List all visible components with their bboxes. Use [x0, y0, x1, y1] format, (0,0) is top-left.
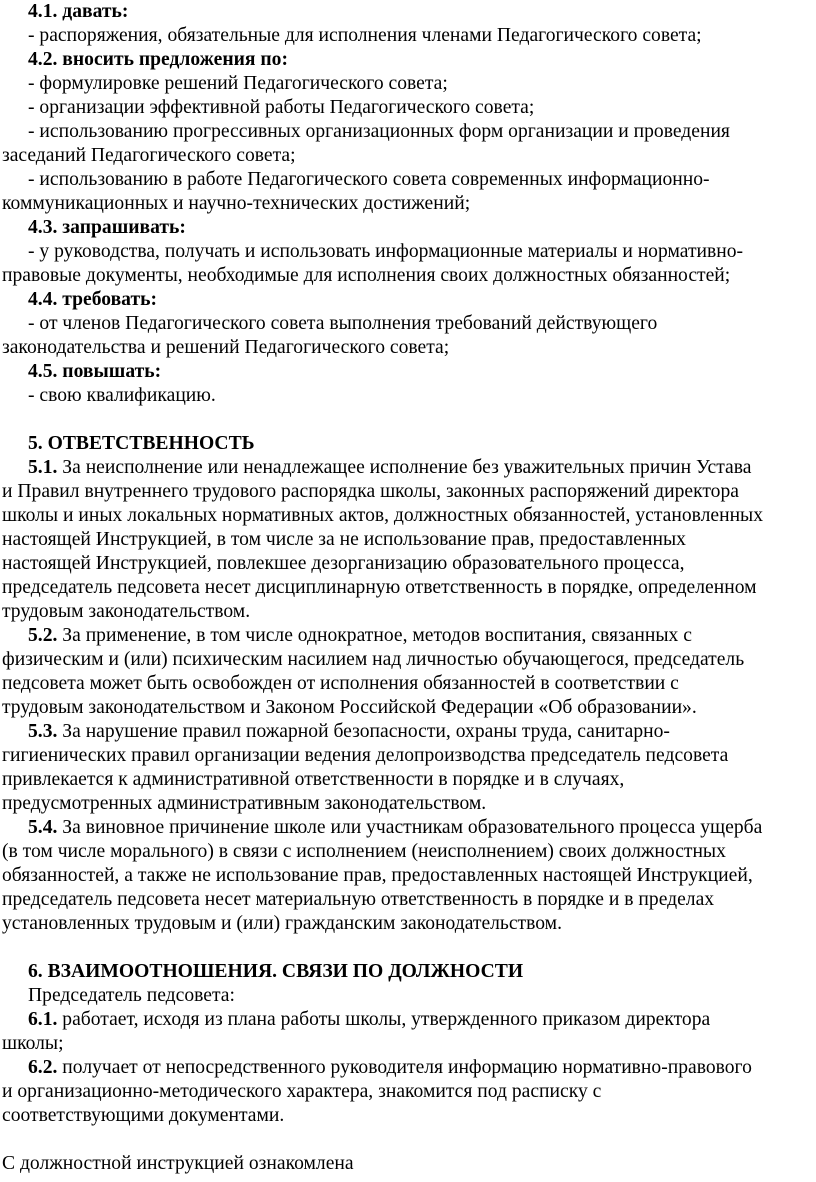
text-line: физическим и (или) психическим насилием над личностью обучающегося, председатель [2, 649, 745, 670]
text-line: - использованию в работе Педагогического совета современных информационно- [28, 169, 710, 190]
text-line: обязанностей, а также не использование прав, предоставленных настоящей Инструкцией, [2, 865, 753, 886]
text-line: законодательства и решений Педагогического совета; [2, 337, 450, 358]
text-line: трудовым законодательством. [2, 601, 251, 622]
paragraph-5-3: 5.3. За нарушение правил пожарной безопасности, охраны труда, санитарно- [28, 721, 670, 742]
text-line: коммуникационных и научно-технических достижений; [2, 193, 471, 214]
paragraph-5-1: 5.1. За неисполнение или ненадлежащее исполнение без уважительных причин Устава [28, 457, 752, 478]
text-line: - от членов Педагогического совета выполнения требований действующего [28, 313, 658, 334]
section-5-title: 5. ОТВЕТСТВЕННОСТЬ [28, 433, 255, 454]
text-line: (в том числе морального) в связи с исполнением (неисполнением) своих должностных [2, 841, 726, 862]
paragraph-5-4: 5.4. За виновное причинение школе или участникам образовательного процесса ущерба [28, 817, 763, 838]
text-line: - использованию прогрессивных организационных форм организации и проведения [28, 121, 730, 142]
text-line: - организации эффективной работы Педагогического совета; [28, 97, 535, 118]
section-6-intro: Председатель педсовета: [28, 985, 235, 1006]
text-line: школы; [2, 1033, 64, 1054]
text-line: - формулировке решений Педагогического совета; [28, 73, 448, 94]
text-line: предусмотренных административным законодательством. [2, 793, 487, 814]
heading-4-1: 4.1. давать: [28, 1, 129, 22]
heading-4-4: 4.4. требовать: [28, 289, 157, 310]
text-line: - у руководства, получать и использовать информационные материалы и нормативно- [28, 241, 744, 262]
text-line: настоящей Инструкцией, повлекшее дезорганизацию образовательного процесса, [2, 553, 685, 574]
text-line: заседаний Педагогического совета; [2, 145, 296, 166]
section-6-title: 6. ВЗАИМООТНОШЕНИЯ. СВЯЗИ ПО ДОЛЖНОСТИ [28, 961, 524, 982]
paragraph-5-2: 5.2. За применение, в том числе однократное, методов воспитания, связанных с [28, 625, 692, 646]
paragraph-6-1: 6.1. работает, исходя из плана работы школы, утвержденного приказом директора [28, 1009, 711, 1030]
text-line: и организационно-методического характера, знакомится под расписку с [2, 1081, 602, 1102]
text-line: гигиенических правил организации ведения делопроизводства председатель педсовета [2, 745, 729, 766]
heading-4-2: 4.2. вносить предложения по: [28, 49, 289, 70]
text-line: привлекается к административной ответственности в порядке и в случаях, [2, 769, 625, 790]
heading-4-5: 4.5. повышать: [28, 361, 162, 382]
text-line: и Правил внутреннего трудового распорядка школы, законных распоряжений директора [2, 481, 739, 502]
text-line: установленных трудовым и (или) гражданским законодательством. [2, 913, 562, 934]
text-line: - свою квалификацию. [28, 385, 216, 406]
heading-4-3: 4.3. запрашивать: [28, 217, 186, 238]
text-line: председатель педсовета несет дисциплинарную ответственность в порядке, определенном [2, 577, 757, 598]
text-line: трудовым законодательством и Законом Российской Федерации «Об образовании». [2, 697, 697, 718]
acknowledgement-line: С должностной инструкцией ознакомлена [2, 1153, 354, 1174]
text-line: председатель педсовета несет материальную ответственность в порядке и в пределах [2, 889, 715, 910]
text-line: соответствующими документами. [2, 1105, 285, 1126]
text-line: педсовета может быть освобожден от исполнения обязанностей в соответствии с [2, 673, 679, 694]
text-line: школы и иных локальных нормативных актов, должностных обязанностей, установленных [2, 505, 764, 526]
text-line: - распоряжения, обязательные для исполнения членами Педагогического совета; [28, 25, 702, 46]
text-line: настоящей Инструкцией, в том числе за не использование прав, предоставленных [2, 529, 686, 550]
paragraph-6-2: 6.2. получает от непосредственного руководителя информацию нормативно-правового [28, 1057, 752, 1078]
text-line: правовые документы, необходимые для исполнения своих должностных обязанностей; [2, 265, 731, 286]
